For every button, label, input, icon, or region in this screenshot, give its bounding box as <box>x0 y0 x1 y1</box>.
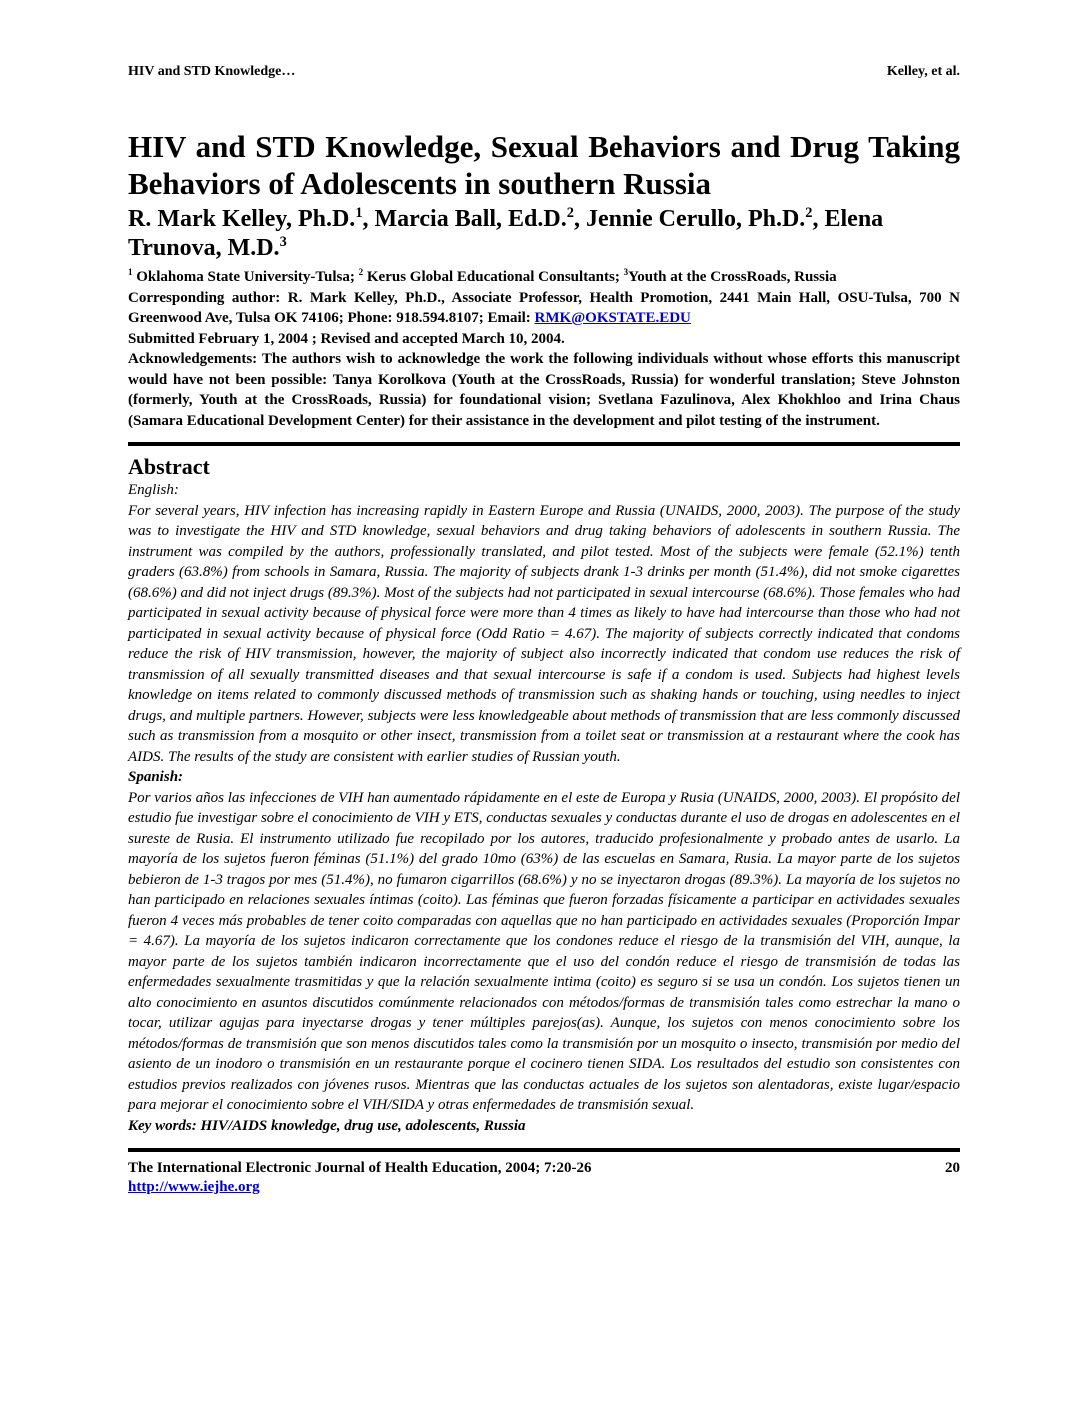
section-divider <box>128 442 960 446</box>
author-name: Marcia Ball, Ed.D. <box>374 206 567 232</box>
english-abstract: For several years, HIV infection has increasing rapidly in Eastern Europe and Russia (UNAIDS, 2000, 2003). The purpose of the study was to investigate the HIV and STD knowledge, sexual behaviors and drug taking behaviors of adolescents in southern Russia. The instrument was compiled by the authors, professionally translated, and pilot tested. Most of the subjects were female (52.1%) tenth graders (63.8%) from schools in Samara, Russia. The majority of subjects drank 1-3 drinks per month (51.4%), did not smoke cigarettes (68.6%) and did not inject drugs (89.3%). Most of the subjects had not participated in sexual intercourse (68.6%). Those females who had participated in sexual activity because of physical force were more than 4 times as likely to have had intercourse than those who had not participated in sexual activity because of physical force (Odd Ratio = 4.67). The majority of subjects correctly indicated that condoms reduce the risk of HIV transmission, however, the majority of subject also incorrectly indicated that condom use reduces the risk of transmission of all sexually transmitted diseases and that sexual intercourse is safe if a condom is used. Subjects had highest levels knowledge on items related to commonly discussed methods of transmission such as shaking hands or touching, using needles to inject drugs, and multiple partners. However, subjects were less knowledgeable about methods of transmission that are less commonly discussed such as transmission from a mosquito or other insect, transmission from a toilet seat or transmission at a restaurant where the cook has AIDS. The results of the study are consistent with earlier studies of Russian youth. <box>128 502 960 765</box>
submission-dates: Submitted February 1, 2004 ; Revised and accepted March 10, 2004. <box>128 330 565 347</box>
author-affiliation-mark: 1 <box>355 205 363 221</box>
abstract-heading: Abstract <box>128 454 210 479</box>
author-name: Elena Trunova, M.D. <box>128 206 884 261</box>
affiliation: Oklahoma State University-Tulsa; <box>136 269 355 285</box>
page <box>128 62 960 1197</box>
spanish-label: Spanish: <box>128 769 184 785</box>
page-number: 20 <box>945 1160 960 1176</box>
author-affiliation-mark: 2 <box>566 205 574 221</box>
running-header-left: HIV and STD Knowledge… <box>128 64 296 79</box>
acknowledgements: Acknowledgements: The authors wish to acknowledge the work the following individuals without whose efforts this manuscript would have not been possible: Tanya Korolkova (Youth at the CrossRoads, Russia) for wonderful translation; Steve Johnston (formerly, Youth at the CrossRoads, Russia) for foundational vision; Svetlana Fazulinova, Alex Khokhloo and Irina Chaus (Samara Educational Development Center) for their assistance in the development and pilot testing of the instrument. <box>128 351 960 429</box>
spanish-abstract: Por varios años las infecciones de VIH han aumentado rápidamente en el este de Europa y Rusia (UNAIDS, 2000, 2003). El propósito del estudio fue investigar sobre el conocimiento de VIH y ETS, conductas sexuales y conductas durante el uso de drogas en adolescentes en el sureste de Rusia. El instrumento utilizado fue recopilado por los autores, traducido profesionalmente y probado antes de usarlo. La mayoría de los sujetos fueron féminas (51.1%) del grado 10mo (63%) de las escuelas en Samara, Rusia. La mayor parte de los sujetos bebieron de 1-3 tragos por mes (51.4%), no fumaron cigarrillos (68.6%) y no se inyectaron drogas (89.3%). La mayoría de los sujetos no han participado en relaciones sexuales íntimas (coito). Las féminas que fueron forzadas físicamente a participar en actividades sexuales fueron 4 veces más probables de tener coito comparadas con aquellas que no han participado en actividades sexuales (Proporción Impar = 4.67). La mayoría de los sujetos indicaron correctamente que los condones reduce el riesgo de la transmisión del VIH, aunque, la mayor parte de los sujetos también indicaron incorrectamente que el uso del condón reduce el riesgo de transmisión de todas las enfermedades sexualmente trasmitidas y que la relación sexualmente intima (coito) es seguro si se usa un condón. Los sujetos tienen un alto conocimiento en asuntos discutidos comúnmente relacionados con métodos/formas de transmisión tales como estrechar la mano o tocar, utilizar agujas para inyectarse drogas y tener múltiples parejos(as). Aunque, los sujetos con menos conocimiento sobre los métodos/formas de transmisión que son menos discutidos tales como la transmisión por un mosquito o insecto, transmisión por medio del asiento de un inodoro o transmisión en un restaurante porque el cocinero tienen SIDA. Los resultados del estudio son consistentes con estudios previos realizados con jóvenes rusos. Mientras que las conductas actuales de los sujetos son alentadoras, existe lugar/espacio para mejorar el conocimiento sobre el VIH/SIDA y otras enfermedades de transmisión sexual. <box>128 789 960 1113</box>
footer <box>128 1159 960 1197</box>
english-label: English: <box>128 482 179 498</box>
journal-url-link[interactable]: http://www.iejhe.org <box>128 1179 260 1195</box>
footer-divider <box>128 1148 960 1152</box>
affiliations: $^1$ Oklahoma State University-Tulsa; $^2$ Kerus Global Educational Consultants; $^3$Youth at the CrossRoads, Russia <box>128 267 837 285</box>
corresponding-author: Corresponding author: R. Mark Kelley, Ph.D., Associate Professor, Health Promotion, 2441 Main Hall, OSU-Tulsa, 700 N Greenwood Ave, Tulsa OK 74106; Phone: 918.594.8107; Email: RMK@OKSTATE.EDU <box>128 289 960 326</box>
running-header <box>128 62 960 82</box>
author-affiliation-mark: 3 <box>279 234 287 250</box>
email-link[interactable]: RMK@OKSTATE.EDU <box>534 310 691 326</box>
affiliation: Youth at the CrossRoads, Russia <box>628 269 837 285</box>
author-name: Jennie Cerullo, Ph.D. <box>585 206 806 232</box>
author-name: R. Mark Kelley, Ph.D. <box>128 206 356 232</box>
affiliation: Kerus Global Educational Consultants; <box>366 269 620 285</box>
author-affiliation-mark: 2 <box>805 205 813 221</box>
author-list: R. Mark Kelley, Ph.D.$^1$, Marcia Ball, Ed.D.$^2$, Jennie Cerullo, Ph.D.$^2$, Elena Trunova, M.D.$^3$ <box>128 205 884 261</box>
running-header-right: Kelley, et al. <box>886 64 960 79</box>
keywords: Key words: HIV/AIDS knowledge, drug use, adolescents, Russia <box>128 1117 526 1134</box>
abstract-body <box>128 480 960 1136</box>
journal-citation: The International Electronic Journal of Health Education, 2004; 7:20-26 <box>128 1160 592 1176</box>
front-matter <box>128 267 960 431</box>
paper-title: HIV and STD Knowledge, Sexual Behaviors and Drug Taking Behaviors of Adolescents in southern Russia <box>128 129 960 201</box>
